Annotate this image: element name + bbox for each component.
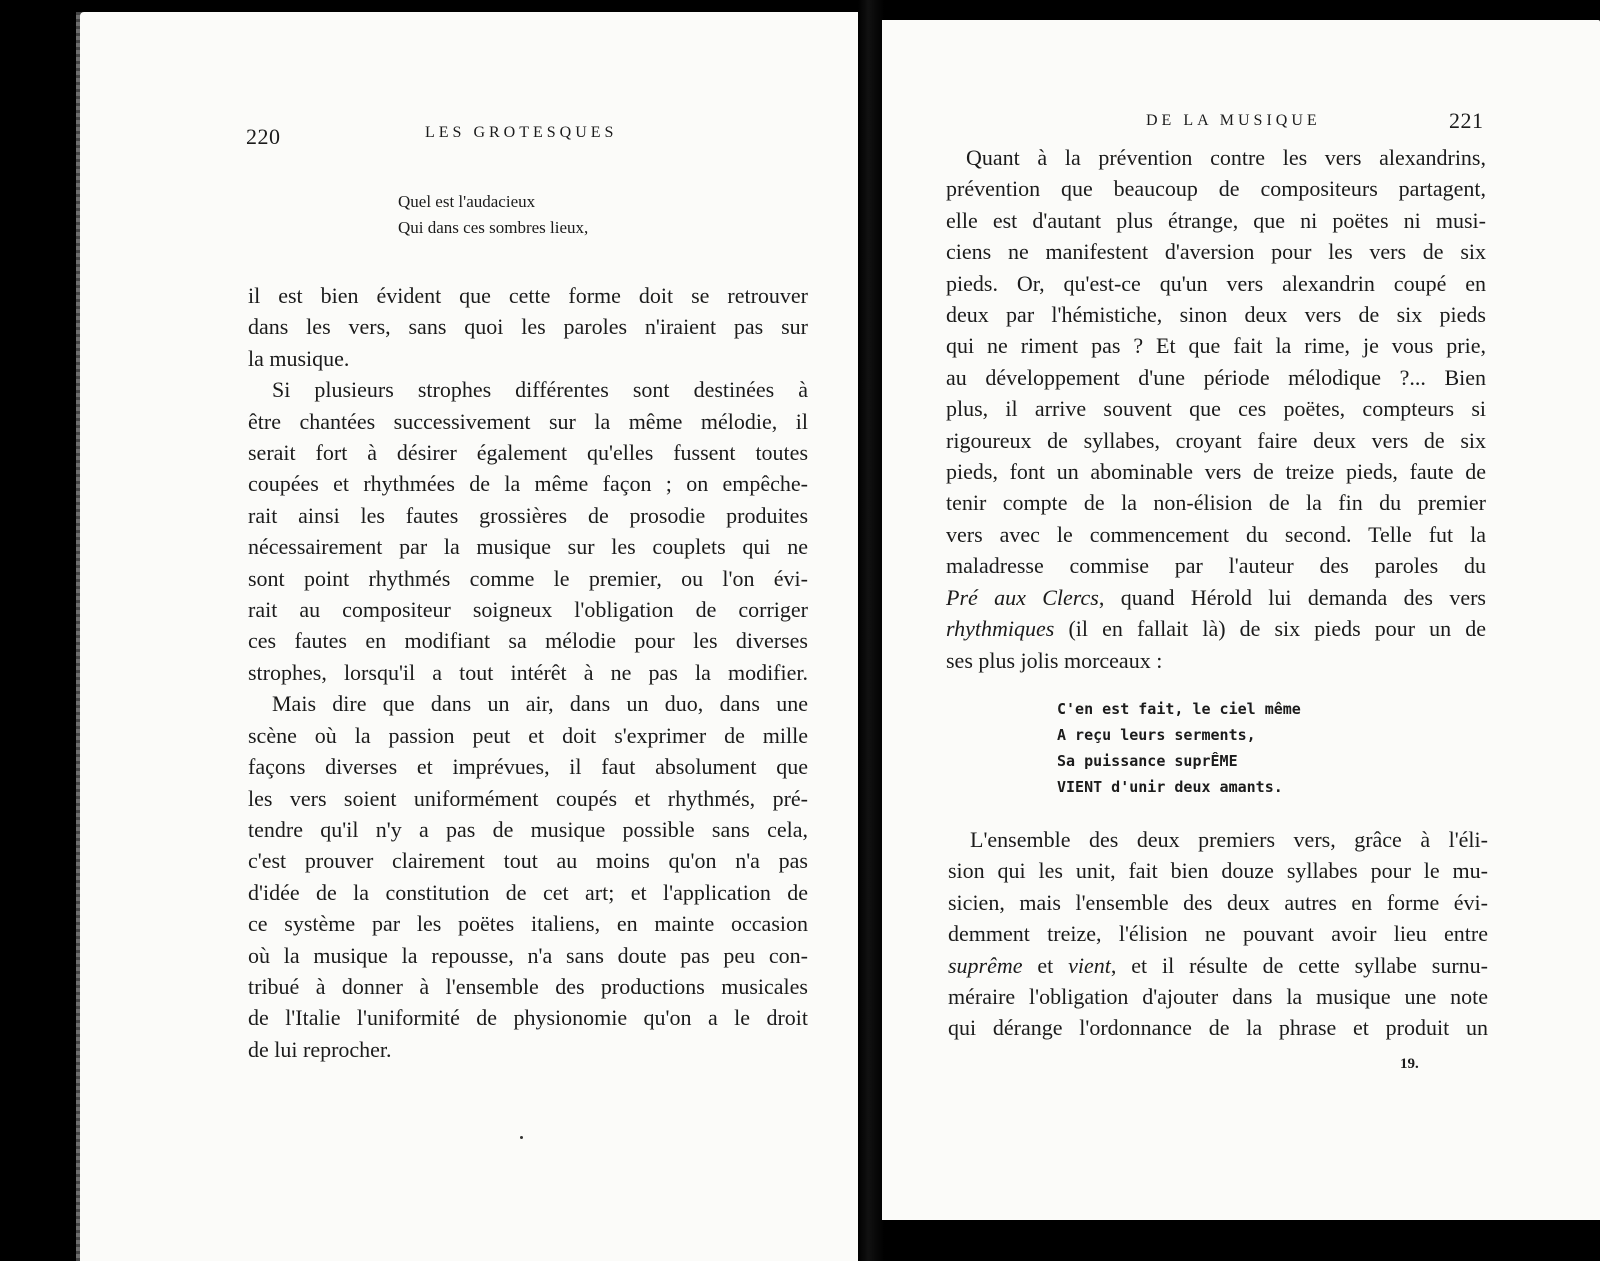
text-line: qui ne riment pas ? Et que fait la rime, je vous prie, xyxy=(946,333,1486,359)
text-line: Mais dire que dans un air, dans un duo, dans une xyxy=(272,691,808,717)
right-folio: 221 xyxy=(1449,108,1484,133)
epigraph-line: Quel est l'audacieux xyxy=(398,192,536,211)
text-line: façons diverses et imprévues, il faut absolument que xyxy=(248,754,808,780)
left-folio: 220 xyxy=(246,124,281,149)
text-line: ces fautes en modifiant sa mélodie pour les diverses xyxy=(248,628,808,654)
text-line xyxy=(946,582,1486,613)
text-line: ce système par les poëtes italiens, en mainte occasion xyxy=(248,911,808,937)
text-line: qui dérange l'ordonnance de la phrase et produit un xyxy=(948,1015,1488,1041)
verse-line: C'en est fait, le ciel même xyxy=(1057,700,1301,718)
left-epigraph xyxy=(398,189,588,241)
text-line: méraire l'obligation d'ajouter dans la musique une note xyxy=(948,984,1488,1010)
text-line: de l'Italie l'uniformité de physionomie qu'on a le droit xyxy=(248,1005,808,1031)
text-line: pieds. Or, qu'est-ce qu'un vers alexandrin coupé en xyxy=(946,270,1486,296)
text-line: les vers soient uniformément coupés et rhythmés, pré- xyxy=(248,785,808,811)
text-fragment: , quand Hérold lui demanda des vers xyxy=(1098,584,1486,610)
book-gutter xyxy=(858,0,884,1261)
text-line: rait ainsi les fautes grossières de prosodie produites xyxy=(248,502,808,528)
right-running-head: DE LA MUSIQUE xyxy=(1146,112,1321,129)
text-line: où la musique la repousse, n'a sans doute pas peu con- xyxy=(248,942,808,968)
text-line: tendre qu'il n'y a pas de musique possible sans cela, xyxy=(248,816,808,842)
right-page xyxy=(882,20,1600,1220)
text-line: être chantées successivement sur la même mélodie, il xyxy=(248,408,808,434)
text-line: vers avec le commencement du second. Telle fut la xyxy=(946,521,1486,547)
text-line: au développement d'une période mélodique ?... Bien xyxy=(946,364,1486,390)
italic-word: rhythmiques xyxy=(946,616,1055,642)
text-line: il est bien évident que cette forme doit se retrouver xyxy=(248,283,808,308)
text-line: rigoureux de syllabes, croyant faire deux vers de six xyxy=(946,427,1486,453)
text-line: pieds, font un abominable vers de treize pieds, faute de xyxy=(946,459,1486,485)
right-body-2 xyxy=(948,824,1488,1044)
text-line: plus, il arrive souvent que ces poëtes, compteurs si xyxy=(946,396,1486,422)
text-line: ciens ne manifestent d'aversion pour les vers de six xyxy=(946,239,1486,265)
text-line: elle est d'autant plus étrange, que ni poëtes ni musi- xyxy=(946,207,1486,233)
text-line: demment treize, l'élision ne pouvant avoir lieu entre xyxy=(948,921,1488,947)
epigraph-line: Qui dans ces sombres lieux, xyxy=(398,218,589,237)
text-line xyxy=(946,613,1486,644)
italic-title: Pré aux Clercs xyxy=(946,584,1099,610)
italic-word: vient xyxy=(1068,952,1111,978)
text-line: deux par l'hémistiche, sinon deux vers de six pieds xyxy=(946,302,1486,328)
text-line: Quant à la prévention contre les vers alexandrins, xyxy=(966,145,1486,170)
text-line: ses plus jolis morceaux : xyxy=(946,647,1163,673)
text-line: prévention que beaucoup de compositeurs partagent, xyxy=(946,176,1486,202)
left-body xyxy=(248,280,808,1065)
right-verse xyxy=(1057,696,1301,800)
text-fragment: , et il résulte de cette syllabe surnu- xyxy=(1110,952,1488,978)
text-line: sicien, mais l'ensemble des deux autres en forme évi- xyxy=(948,889,1488,915)
text-line: d'idée de la constitution de cet art; et l'application de xyxy=(248,879,808,905)
signature-mark: 19. xyxy=(1400,1056,1419,1072)
text-line: scène où la passion peut et doit s'exprimer de mille xyxy=(248,722,808,748)
text-line: strophes, lorsqu'il a tout intérêt à ne pas la modifier. xyxy=(248,659,808,685)
verse-line: A reçu leurs serments, xyxy=(1057,726,1256,744)
text-line: la musique. xyxy=(248,345,350,371)
text-line: dans les vers, sans quoi les paroles n'iraient pas sur xyxy=(248,314,808,340)
text-line: maladresse commise par l'auteur des paroles du xyxy=(946,553,1486,579)
text-line: nécessairement par la musique sur les couplets qui ne xyxy=(248,534,808,560)
verse-line: Sa puissance suprÊME xyxy=(1057,752,1238,770)
text-line: L'ensemble des deux premiers vers, grâce à l'éli- xyxy=(970,827,1488,852)
text-line: tenir compte de la non-élision de la fin du premier xyxy=(946,490,1486,516)
right-body xyxy=(946,142,1486,676)
text-line: Si plusieurs strophes différentes sont destinées à xyxy=(272,377,808,403)
verse-line: VIENT d'unir deux amants. xyxy=(1057,778,1283,796)
text-fragment: (il en fallait là) de six pieds pour un de xyxy=(1054,616,1486,642)
text-line: sion qui les unit, fait bien douze syllabes pour le mu- xyxy=(948,858,1488,884)
speck xyxy=(520,1136,523,1139)
text-line: rait au compositeur soigneux l'obligation de corriger xyxy=(248,597,808,623)
text-fragment: et xyxy=(1022,952,1069,978)
text-line: serait fort à désirer également qu'elles fussent toutes xyxy=(248,440,808,466)
left-running-head: LES GROTESQUES xyxy=(425,124,618,141)
italic-word: suprême xyxy=(948,952,1023,978)
left-page xyxy=(80,12,860,1261)
text-line: coupées et rhythmées de la même façon ; on empêche- xyxy=(248,471,808,497)
text-line: sont point rhythmés comme le premier, ou l'on évi- xyxy=(248,565,808,591)
text-line: c'est prouver clairement tout au moins qu'on n'a pas xyxy=(248,848,808,874)
text-line xyxy=(948,950,1488,981)
text-line: de lui reprocher. xyxy=(248,1036,392,1062)
text-line: tribué à donner à l'ensemble des productions musicales xyxy=(248,973,808,999)
